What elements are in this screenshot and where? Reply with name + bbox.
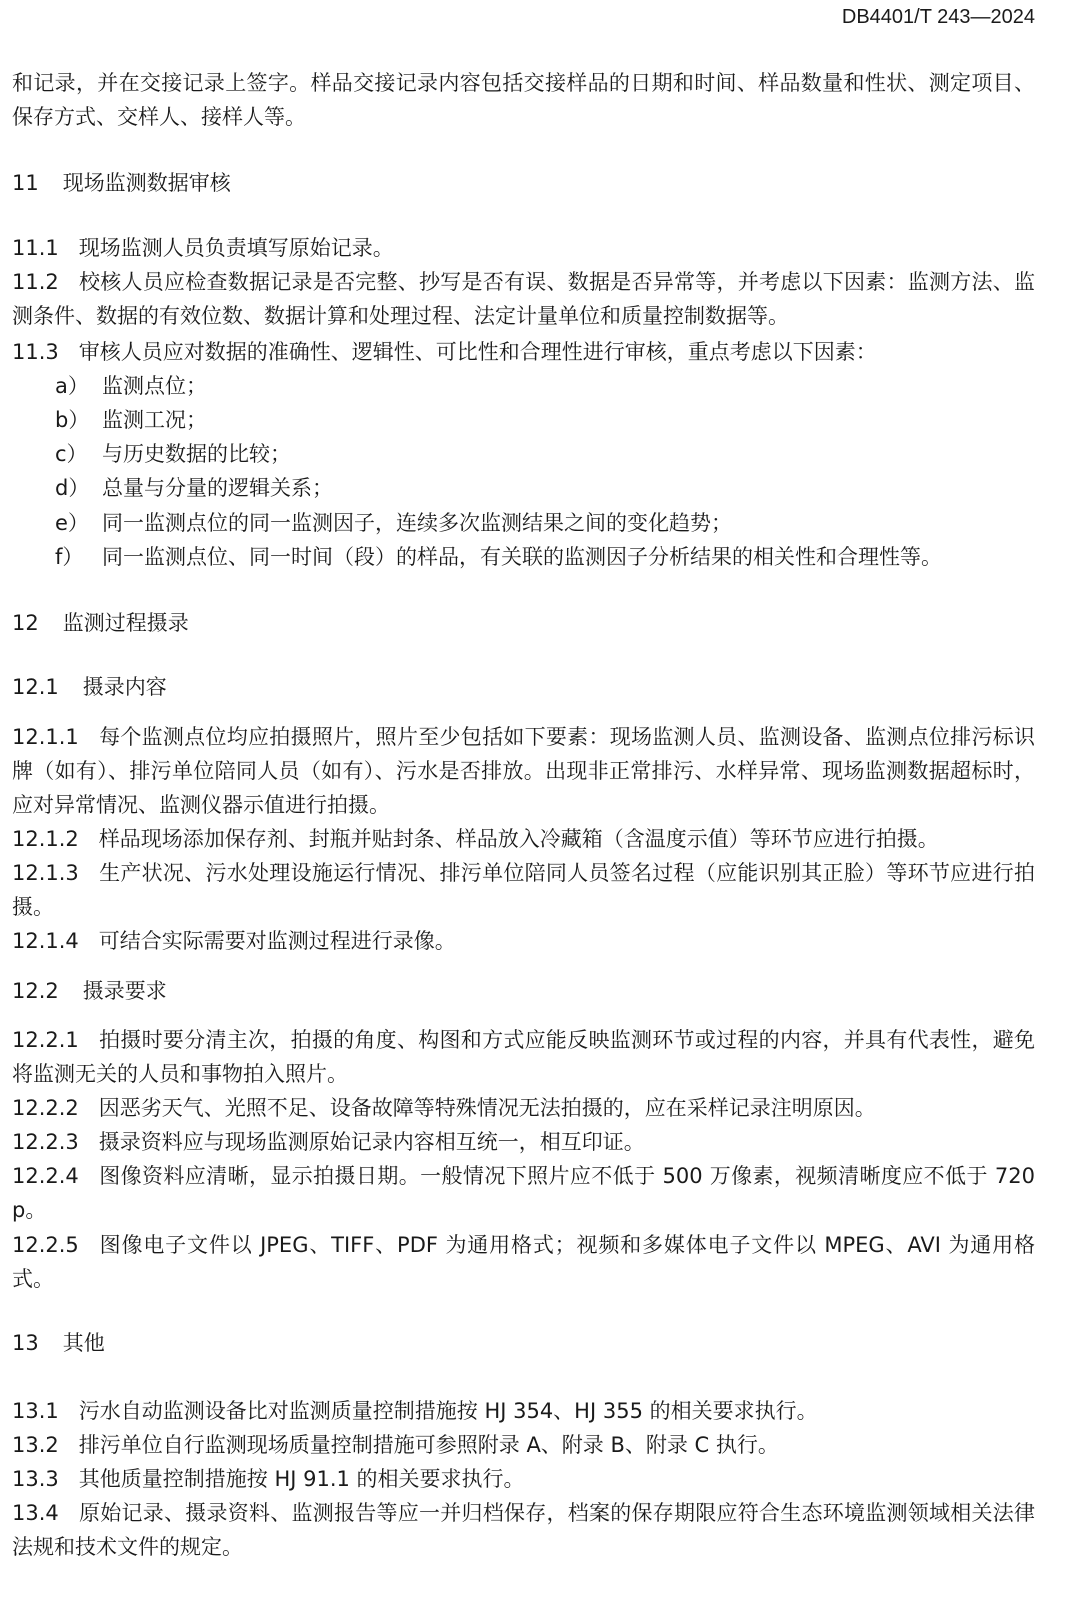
list-marker: c） <box>55 442 88 466</box>
list-text: 监测工况； <box>102 408 207 432</box>
clause-text: 拍摄时要分清主次，拍摄的角度、构图和方式应能反映监测环节或过程的内容，并具有代表性，避免将监测无关的人员和事物拍入照片。 <box>12 1028 1035 1086</box>
clause-text: 排污单位自行监测现场质量控制措施可参照附录 A、附录 B、附录 C 执行。 <box>78 1433 779 1457</box>
clause-12-2-1 <box>12 1023 1035 1091</box>
clause-number: 11.1 <box>12 236 59 260</box>
clause-number: 12.1.3 <box>12 861 79 885</box>
clause-text: 摄录资料应与现场监测原始记录内容相互统一，相互印证。 <box>98 1130 645 1154</box>
list-marker: a） <box>55 374 89 398</box>
clause-11-2 <box>12 265 1035 333</box>
section-title: 现场监测数据审核 <box>62 171 231 195</box>
clause-text: 样品现场添加保存剂、封瓶并贴封条、样品放入冷藏箱（含温度示值）等环节应进行拍摄。 <box>98 827 939 851</box>
clause-text: 图像资料应清晰，显示拍摄日期。一般情况下照片应不低于 500 万像素，视频清晰度应不低于 720 p。 <box>12 1164 1035 1222</box>
clause-number: 12.2.3 <box>12 1130 79 1154</box>
clause-13-3 <box>12 1462 1035 1496</box>
section-title: 监测过程摄录 <box>62 611 189 635</box>
clause-text: 因恶劣天气、光照不足、设备故障等特殊情况无法拍摄的，应在采样记录注明原因。 <box>98 1096 876 1120</box>
subsection-heading-12-1 <box>12 670 1035 704</box>
clause-number: 12.2.4 <box>12 1164 79 1188</box>
clause-text: 原始记录、摄录资料、监测报告等应一并归档保存，档案的保存期限应符合生态环境监测领域相关法律法规和技术文件的规定。 <box>12 1501 1035 1559</box>
clause-12-2-4 <box>12 1159 1035 1227</box>
clause-12-2-5 <box>12 1228 1035 1296</box>
list-text: 与历史数据的比较； <box>102 442 291 466</box>
document-code: DB4401/T 243—2024 <box>841 6 1035 28</box>
section-number: 12 <box>12 611 39 635</box>
section-title: 摄录内容 <box>82 675 167 699</box>
list-marker: b） <box>55 408 90 432</box>
list-item <box>55 506 1035 540</box>
list-text: 总量与分量的逻辑关系； <box>102 476 333 500</box>
clause-number: 12.1.4 <box>12 929 79 953</box>
clause-text: 校核人员应检查数据记录是否完整、抄写是否有误、数据是否异常等，并考虑以下因素：监测方法、监测条件、数据的有效位数、数据计算和处理过程、法定计量单位和质量控制数据等。 <box>12 270 1035 328</box>
clause-number: 12.2.1 <box>12 1028 79 1052</box>
section-heading-13 <box>12 1326 1035 1360</box>
list-text: 同一监测点位的同一监测因子，连续多次监测结果之间的变化趋势； <box>102 511 732 535</box>
clause-number: 12.2.5 <box>12 1233 79 1257</box>
clause-12-2-2 <box>12 1091 1035 1125</box>
clause-13-4 <box>12 1496 1035 1564</box>
clause-text: 污水自动监测设备比对监测质量控制措施按 HJ 354、HJ 355 的相关要求执行。 <box>78 1399 818 1423</box>
clause-number: 13.3 <box>12 1467 59 1491</box>
clause-11-1 <box>12 231 1035 265</box>
clause-number: 12.2.2 <box>12 1096 79 1120</box>
section-number: 12.1 <box>12 675 59 699</box>
clause-text: 生产状况、污水处理设施运行情况、排污单位陪同人员签名过程（应能识别其正脸）等环节应进行拍摄。 <box>12 861 1035 919</box>
list-item <box>55 437 1035 471</box>
section-heading-11 <box>12 166 1035 200</box>
list-item <box>55 540 1035 574</box>
section-title: 其他 <box>62 1331 105 1355</box>
list-item <box>55 369 1035 403</box>
clause-number: 11.2 <box>12 270 59 294</box>
list-item <box>55 471 1035 505</box>
section-number: 11 <box>12 171 39 195</box>
section-title: 摄录要求 <box>82 979 167 1003</box>
list-item <box>55 403 1035 437</box>
clause-text: 现场监测人员负责填写原始记录。 <box>78 236 394 260</box>
list-marker: e） <box>55 511 89 535</box>
section-heading-12 <box>12 606 1035 640</box>
clause-12-1-2 <box>12 822 1035 856</box>
list-marker: d） <box>55 476 90 500</box>
clause-number: 13.4 <box>12 1501 59 1525</box>
clause-12-1-3 <box>12 856 1035 924</box>
list-marker: f） <box>55 545 84 569</box>
clause-text: 每个监测点位均应拍摄照片，照片至少包括如下要素：现场监测人员、监测设备、监测点位排污标识牌（如有）、排污单位陪同人员（如有）、污水是否排放。出现非正常排污、水样异常、现场监测数据超标时，应对异常情况、监测仪器示值进行拍摄。 <box>12 725 1035 817</box>
clause-number: 11.3 <box>12 340 59 364</box>
clause-number: 12.1.2 <box>12 827 79 851</box>
clause-11-3 <box>12 335 1035 369</box>
clause-12-1-4 <box>12 924 1035 958</box>
clause-12-2-3 <box>12 1125 1035 1159</box>
section-number: 13 <box>12 1331 39 1355</box>
continuation-paragraph: 和记录，并在交接记录上签字。样品交接记录内容包括交接样品的日期和时间、样品数量和性状、测定项目、保存方式、交样人、接样人等。 <box>12 71 1035 129</box>
clause-12-1-1 <box>12 720 1035 822</box>
clause-text: 图像电子文件以 JPEG、TIFF、PDF 为通用格式；视频和多媒体电子文件以 MPEG、AVI 为通用格式。 <box>12 1233 1035 1291</box>
clause-number: 12.1.1 <box>12 725 79 749</box>
section-number: 12.2 <box>12 979 59 1003</box>
clause-13-2 <box>12 1428 1035 1462</box>
clause-text: 审核人员应对数据的准确性、逻辑性、可比性和合理性进行审核，重点考虑以下因素： <box>78 340 877 364</box>
clause-text: 可结合实际需要对监测过程进行录像。 <box>98 929 456 953</box>
list-text: 监测点位； <box>102 374 207 398</box>
subsection-heading-12-2 <box>12 974 1035 1008</box>
clause-number: 13.1 <box>12 1399 59 1423</box>
clause-number: 13.2 <box>12 1433 59 1457</box>
clause-text: 其他质量控制措施按 HJ 91.1 的相关要求执行。 <box>78 1467 525 1491</box>
list-text: 同一监测点位、同一时间（段）的样品，有关联的监测因子分析结果的相关性和合理性等。 <box>102 545 942 569</box>
clause-13-1 <box>12 1394 1035 1428</box>
